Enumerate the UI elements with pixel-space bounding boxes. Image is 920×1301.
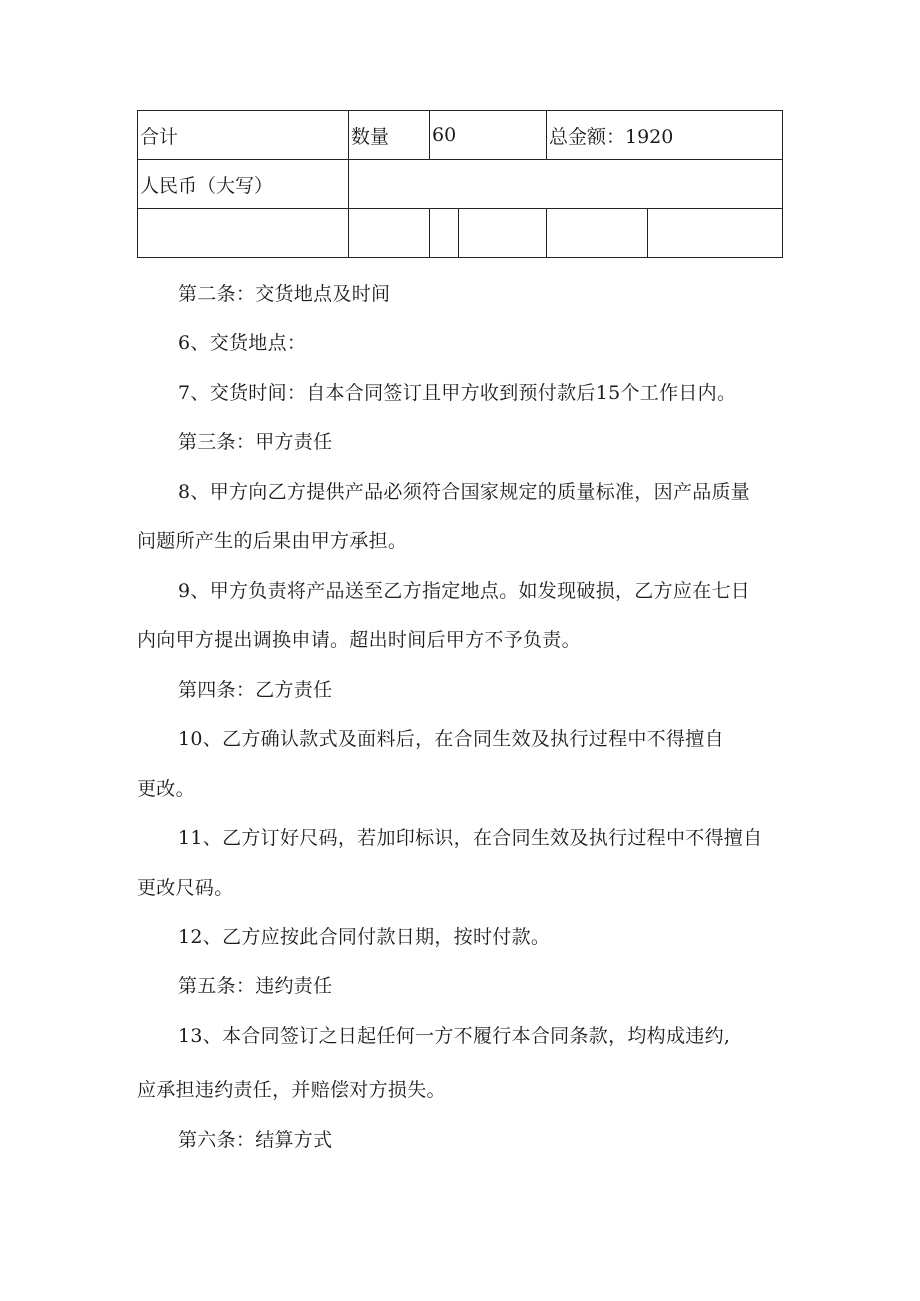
article-2-heading: 第二条：交货地点及时间 [178,283,391,305]
quantity-value-cell: 60 [430,111,547,160]
empty-cell [138,209,349,258]
item-9-line-2: 内向甲方提出调换申请。超出时间后甲方不予负责。 [137,629,581,651]
item-9-line-1: 9、甲方负责将产品送至乙方指定地点。如发现破损，乙方应在七日 [178,580,751,602]
empty-cell [547,209,648,258]
item-13-line-1: 13、本合同签订之日起任何一方不履行本合同条款，均构成违约, [178,1025,731,1047]
item-8-line-1: 8、甲方向乙方提供产品必须符合国家规定的质量标准，因产品质量 [178,481,751,503]
quantity-label-cell: 数量 [349,111,430,160]
total-amount-cell: 总金额：1920 [547,111,783,160]
item-10-line-2: 更改。 [137,778,195,800]
item-11-line-1: 11、乙方订好尺码，若加印标识，在合同生效及执行过程中不得擅自 [178,827,763,849]
item-13-line-2: 应承担违约责任，并赔偿对方损失。 [137,1079,446,1101]
rmb-label-cell: 人民币（大写） [138,160,349,209]
empty-cell [349,209,430,258]
order-summary-table [137,110,783,258]
table-row-empty [138,209,783,258]
table-row-total [138,111,783,160]
item-10-line-1: 10、乙方确认款式及面料后，在合同生效及执行过程中不得擅自 [178,728,724,750]
item-6: 6、交货地点： [178,332,307,354]
item-8-line-2: 问题所产生的后果由甲方承担。 [137,530,408,552]
article-4-heading: 第四条：乙方责任 [178,679,333,701]
empty-cell [459,209,547,258]
item-12: 12、乙方应按此合同付款日期，按时付款。 [178,926,551,948]
item-7: 7、交货时间：自本合同签订且甲方收到预付款后15个工作日内。 [178,382,737,404]
rmb-value-cell [349,160,783,209]
item-11-line-2: 更改尺码。 [137,877,234,899]
empty-cell [430,209,459,258]
total-label-cell: 合计 [138,111,349,160]
article-5-heading: 第五条：违约责任 [178,975,333,997]
article-3-heading: 第三条：甲方责任 [178,431,333,453]
empty-cell [648,209,783,258]
table-row-rmb [138,160,783,209]
article-6-heading: 第六条：结算方式 [178,1129,333,1151]
